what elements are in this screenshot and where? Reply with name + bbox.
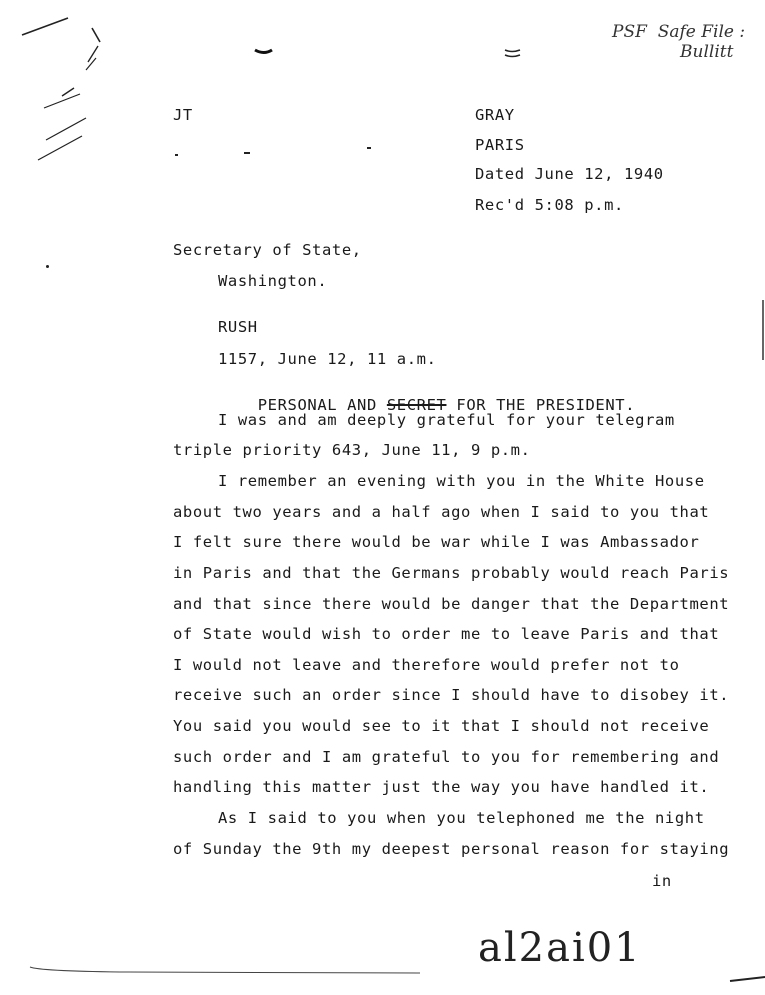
body-line: such order and I am grateful to you for remembering and [173, 748, 720, 766]
handwritten-file-code: al2ai01 [478, 925, 642, 971]
body-line: and that since there would be danger that the Department [173, 595, 730, 613]
body-line: in Paris and that the Germans probably would reach Paris [173, 564, 730, 582]
header-dated: Dated June 12, 1940 [475, 165, 664, 183]
body-line: You said you would see to it that I should not receive [173, 717, 710, 735]
subject-before: PERSONAL AND [257, 395, 387, 414]
priority: RUSH [218, 318, 258, 336]
body-line: handling this matter just the way you have handled it. [173, 778, 710, 796]
stray-mark [367, 147, 371, 149]
body-line: of State would wish to order me to leave Paris and that [173, 625, 720, 643]
page-continuation: in [652, 872, 672, 890]
body-line: of Sunday the 9th my deepest personal reason for staying [173, 840, 730, 858]
handwritten-annotation-name: Bullitt [680, 42, 734, 62]
address-recipient: Secretary of State, [173, 241, 362, 259]
telegram-reference: 1157, June 12, 11 a.m. [218, 350, 437, 368]
stray-mark [244, 152, 250, 154]
header-received: Rec'd 5:08 p.m. [475, 196, 624, 214]
stray-mark [175, 154, 178, 156]
body-line: I would not leave and therefore would prefer not to [173, 656, 680, 674]
handwritten-annotation-top: PSF Safe File : [612, 22, 746, 42]
header-initials: JT [173, 106, 193, 124]
scan-edge [0, 955, 765, 995]
body-line: receive such an order since I should have to disobey it. [173, 686, 730, 704]
subject-struck: SECRET [386, 395, 447, 414]
address-city: Washington. [218, 272, 328, 290]
stray-mark [762, 300, 764, 360]
body-line: triple priority 643, June 11, 9 p.m. [173, 441, 531, 459]
body-line: I was and am deeply grateful for your telegram [218, 411, 675, 429]
body-line: I felt sure there would be war while I was Ambassador [173, 533, 700, 551]
subject-after: FOR THE PRESIDENT. [446, 395, 636, 414]
body-line: about two years and a half ago when I said to you that [173, 503, 710, 521]
header-city: PARIS [475, 136, 525, 154]
body-line: I remember an evening with you in the White House [218, 472, 705, 490]
body-line: As I said to you when you telephoned me the night [218, 809, 705, 827]
header-classification: GRAY [475, 106, 515, 124]
stray-mark [46, 265, 49, 268]
